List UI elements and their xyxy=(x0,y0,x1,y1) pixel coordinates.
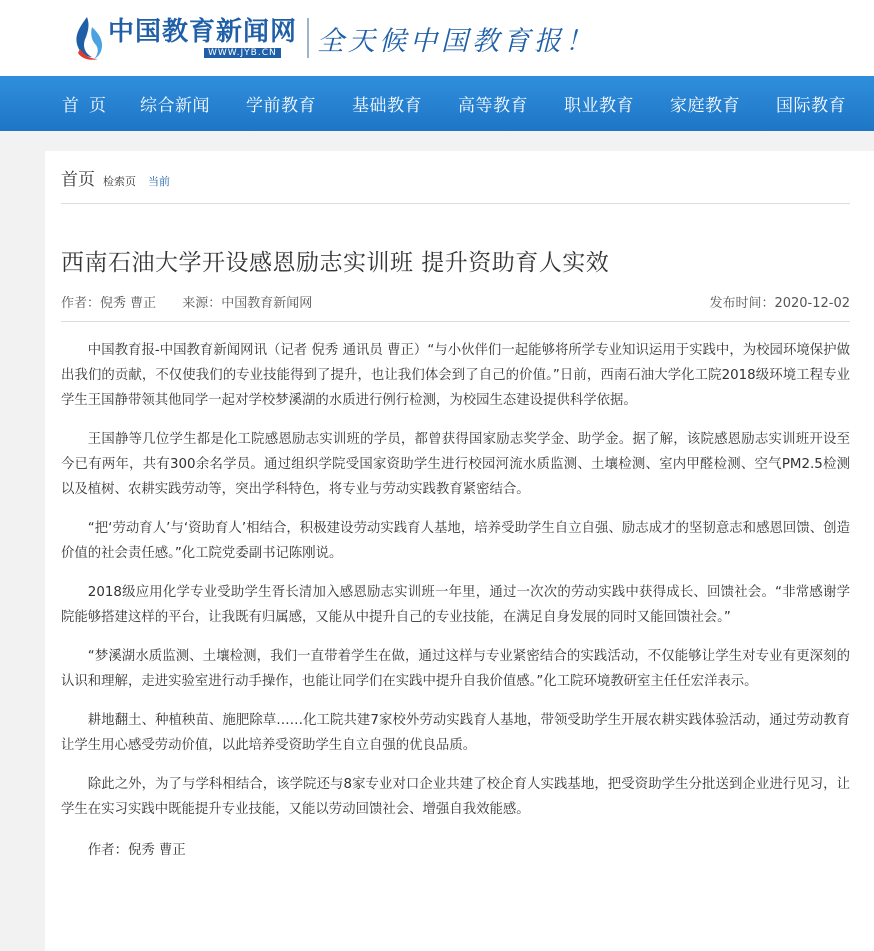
breadcrumb-current: 当前 xyxy=(148,175,170,188)
breadcrumb-search-link[interactable]: 检索页 xyxy=(103,175,136,188)
logo-divider xyxy=(307,18,309,58)
nav-item-higher-education[interactable]: 高等教育 xyxy=(458,96,528,116)
article-paragraph: 耕地翻土、种植秧苗、施肥除草……化工院共建7家校外劳动实践育人基地，带领受助学生开展农耕实践体验活动，通过劳动教育让学生用心感受劳动价值，以此培养受资助学生自立自强的优良品质。 xyxy=(61,713,850,753)
article-paragraph: 中国教育报-中国教育新闻网讯（记者 倪秀 通讯员 曹正）“与小伙伴们一起能够将所学专业知识运用于实践中，为校园环境保护做出我们的贡献，不仅使我们的专业技能得到了提升，也让我们体会到了自己的价值。”日前，西南石油大学化工院2018级环境工程专业学生王国静带领其他同学一起对学校梦溪湖的水质进行例行检测，为校园生态建设提供科学依据。 xyxy=(61,343,850,408)
site-logo[interactable] xyxy=(70,8,596,68)
article-date: 发布时间：2020-12-02 xyxy=(709,296,850,311)
nav-item-international[interactable]: 国际教育 xyxy=(776,96,846,116)
breadcrumb-divider xyxy=(61,203,850,204)
site-slogan: 全天候中国教育报！ xyxy=(317,25,597,57)
article-card xyxy=(45,151,874,951)
breadcrumb xyxy=(61,165,170,190)
nav-item-basic-education[interactable]: 基础教育 xyxy=(352,96,422,116)
nav-item-vocational[interactable]: 职业教育 xyxy=(564,96,634,116)
article-title: 西南石油大学开设感恩励志实训班 提升资助育人实效 xyxy=(61,250,610,276)
logo-url: WWW.JYB.CN xyxy=(204,48,281,58)
logo-flame-icon xyxy=(70,15,104,61)
article-footer-author: 作者：倪秀 曹正 xyxy=(87,843,186,858)
article-paragraph: “梦溪湖水质监测、土壤检测，我们一直带着学生在做，通过这样与专业紧密结合的实践活动，不仅能够让学生对专业有更深刻的认识和理解，走进实验室进行动手操作，也能让同学们在实践中提升自我价值感。”化工院环境教研室主任任宏洋表示。 xyxy=(61,649,850,689)
site-header xyxy=(0,0,874,76)
article-paragraph: 除此之外，为了与学科相结合，该学院还与8家专业对口企业共建了校企育人实践基地，把受资助学生分批送到企业进行见习，让学生在实习实践中既能提升专业技能，又能以劳动回馈社会、增强自我效能感。 xyxy=(61,777,850,817)
meta-divider xyxy=(61,321,850,322)
nav-item-family[interactable]: 家庭教育 xyxy=(670,96,740,116)
nav-item-general-news[interactable]: 综合新闻 xyxy=(140,96,210,116)
article-body xyxy=(61,338,850,877)
article-source: 来源：中国教育新闻网 xyxy=(182,296,313,311)
article-paragraph: 王国静等几位学生都是化工院感恩励志实训班的学员，都曾获得国家励志奖学金、助学金。据了解，该院感恩励志实训班开设至今已有两年，共有300余名学员。通过组织学院受国家资助学生进行校园河流水质监测、土壤检测、室内甲醛检测、空气PM2.5检测以及植树、农耕实践劳动等，突出学科特色，将专业与劳动实践教育紧密结合。 xyxy=(61,432,850,497)
nav-item-home[interactable]: 首页 xyxy=(62,96,116,116)
article-paragraph: 2018级应用化学专业受助学生胥长清加入感恩励志实训班一年里，通过一次次的劳动实践中获得成长、回馈社会。“非常感谢学院能够搭建这样的平台，让我既有归属感，又能从中提升自己的专业技能，在满足自身发展的同时又能回馈社会。” xyxy=(61,585,850,625)
article-author: 作者：倪秀 曹正 xyxy=(61,296,157,311)
main-nav xyxy=(0,76,874,131)
nav-item-preschool[interactable]: 学前教育 xyxy=(246,96,316,116)
breadcrumb-home-link[interactable]: 首页 xyxy=(61,170,95,190)
article-paragraph: “把‘劳动育人’与‘资助育人’相结合，积极建设劳动实践育人基地，培养受助学生自立自强、励志成才的坚韧意志和感恩回馈、创造价值的社会责任感。”化工院党委副书记陈刚说。 xyxy=(61,521,850,561)
article-meta xyxy=(61,292,850,311)
logo-text: 中国教育新闻网 xyxy=(108,17,298,47)
